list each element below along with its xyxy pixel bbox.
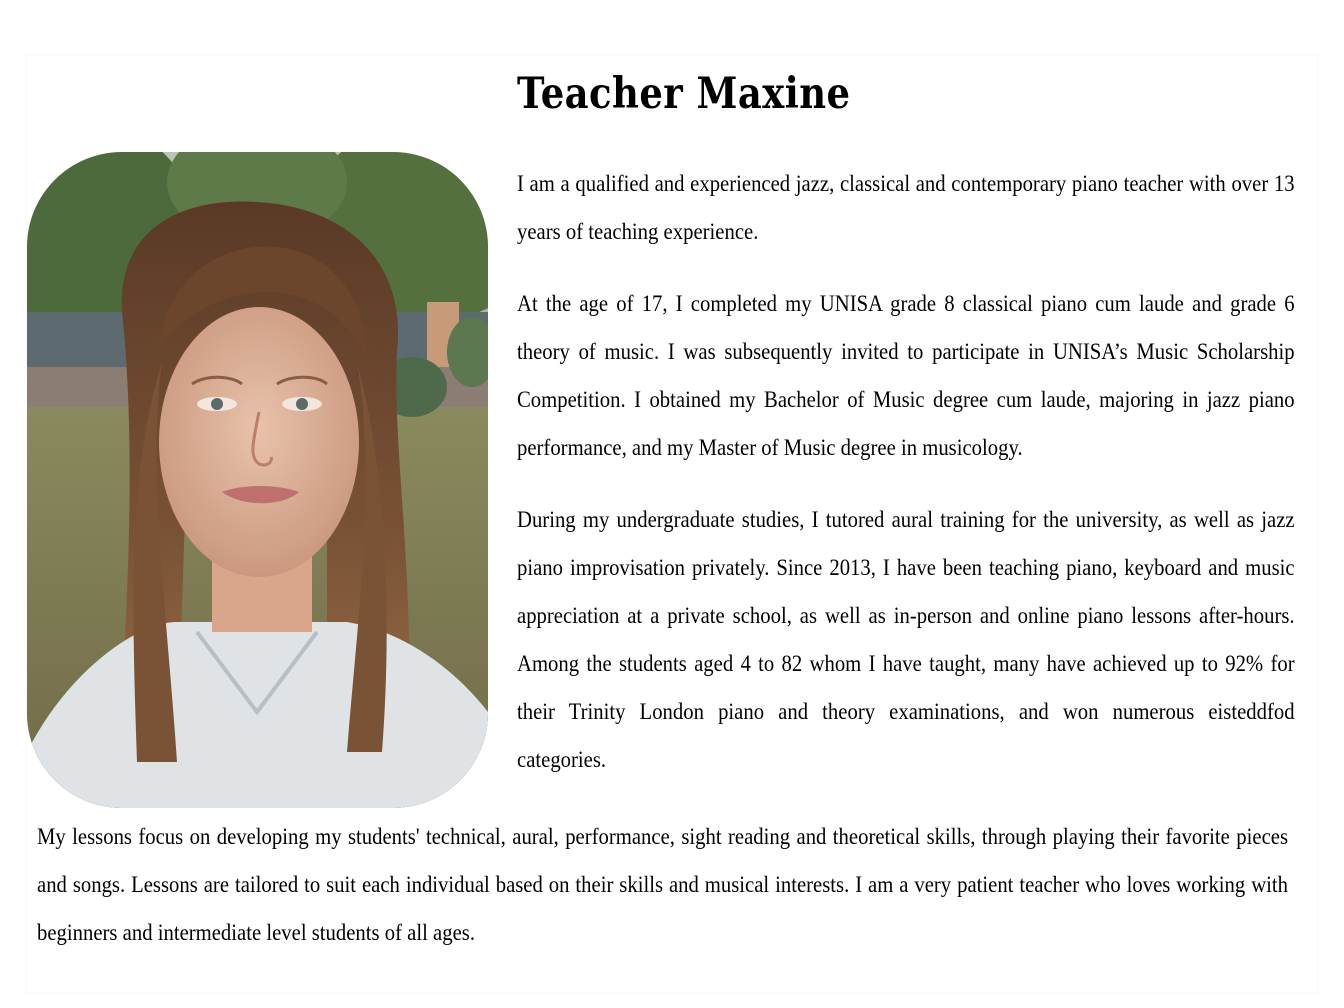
teacher-photo [27, 152, 488, 808]
bio-column [517, 160, 1295, 808]
lessons-section [37, 813, 1287, 981]
bio-paragraph-3: During my undergraduate studies, I tutored aural training for the university, as well as jazz piano improvisation privately. Since 2013, I have been teaching piano, keyboard and music appreciation at a private school, as well as in-person and online piano lessons after-hours. Among the students aged 4 to 82 whom I have taught, many have achieved up to 92% for their Trinity London piano and theory examinations, and won numerous eisteddfod categories. [517, 507, 1295, 772]
bio-paragraph-1: I am a qualified and experienced jazz, classical and contemporary piano teacher with over 13 years of teaching experience. [517, 171, 1295, 244]
bio-paragraph-4: My lessons focus on developing my students' technical, aural, performance, sight reading and theoretical skills, through playing their favorite pieces and songs. Lessons are tailored to suit each individual based on their skills and musical interests. I am a very patient teacher who loves working with beginners and intermediate level students of all ages. [37, 824, 1288, 945]
page-title: Teacher Maxine [517, 69, 851, 119]
bio-paragraph-2: At the age of 17, I completed my UNISA grade 8 classical piano cum laude and grade 6 theory of music. I was subsequently invited to participate in UNISA’s Music Scholarship Competition. I obtained my Bachelor of Music degree cum laude, majoring in jazz piano performance, and my Master of Music degree in musicology. [517, 291, 1295, 460]
